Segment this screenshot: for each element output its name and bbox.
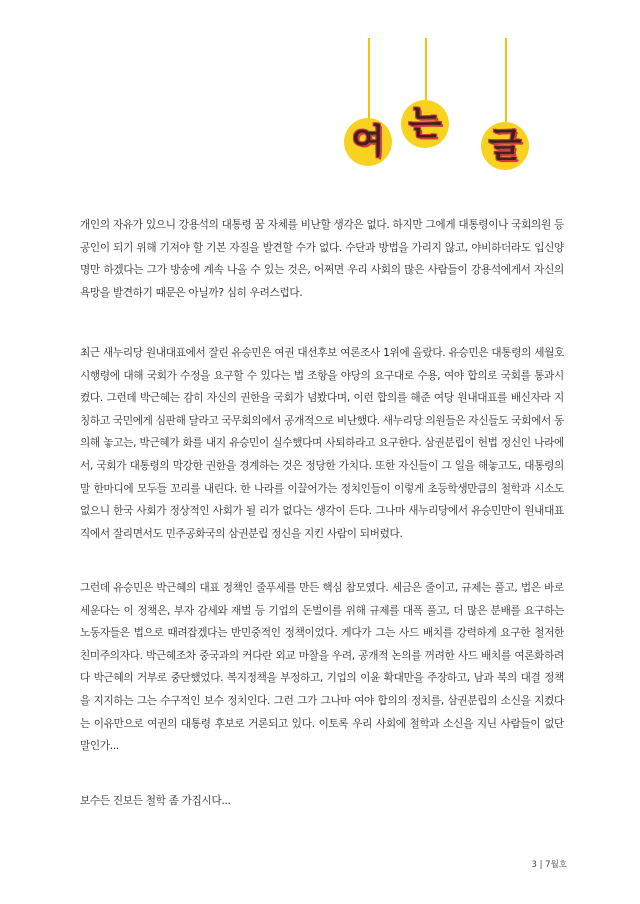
ornament-yeo <box>344 118 392 166</box>
body-paragraph-4: 보수든 진보든 철학 좀 가집시다... <box>80 795 231 807</box>
hanging-string-1 <box>368 38 370 120</box>
hanging-string-2 <box>425 38 427 100</box>
ornament-char-yeo: 여 <box>351 122 385 162</box>
body-paragraph-1: 개인의 자유가 있으니 강용석의 대통령 꿈 자체를 비난할 생각은 없다. 하지만 그에게 대통령이나 국회의원 등 공인이 되기 위해 기져야 할 기본 자질을 발견할 수가 없다. 수단과 방법을 가리지 않고, 야비하더라도 입신양명만 하겠다는 그가 방송에 계속 나올 수 있는 것은, 어쩌면 우리 사회의 많은 사람들이 강용석에게서 자신의 욕망을 발견하기 때문은 아닐까? 심히 우려스럽다. <box>80 219 564 299</box>
page-footer: 3 | 7월호 <box>531 860 567 870</box>
ornament-char-neun: 는 <box>408 104 442 144</box>
ornament-neun <box>401 100 449 148</box>
ornament-geul <box>481 122 529 170</box>
body-paragraph-2: 최근 새누리당 원내대표에서 잘린 유승민은 여권 대선후보 여론조사 1위에 올랐다. 유승민은 대통령의 세월호 시행령에 대해 국회가 수정을 요구할 수 있다는 법 조항을 야당의 요구대로 수용, 여야 합의로 국회를 통과시켰다. 그런데 박근혜는 감히 자신의 권한을 국회가 넘봤다며, 이런 합의를 해준 여당 원내대표를 배신자라 지칭하고 국민에게 심판해 달라고 국무회의에서 공개적으로 비난했다. 새누리당 의원들은 자신들도 국회에서 동의해 놓고는, 박근혜가 화를 내지 유승민이 실수했다며 사퇴하라고 요구한다. 삼권분립이 헌법 정신인 나라에서, 국회가 대통령의 막강한 권한을 경계하는 것은 정당한 가치다. 또한 자신들이 그 일을 해놓고도, 대통령의 말 한마디에 모두들 꼬리를 내린다. 한 나라를 이끌어가는 정치인들이 이렇게 초등학생만큼의 철학과 시소도 없으니 한국 사회가 정상적인 사회가 될 리가 없다는 생각이 든다. 그나마 새누리당에서 유승민만이 원내대표직에서 잘리면서도 민주공화국의 삼권분립 정신을 지킨 사람이 되버렸다. <box>80 347 564 540</box>
body-paragraph-3: 그런데 유승민은 박근혜의 대표 정책인 줄푸세를 만든 핵심 참모였다. 세금은 줄이고, 규제는 풀고, 법은 바로 세운다는 이 정책은, 부자 감세와 재벌 등 기업의 돈벌이를 위해 규제를 대폭 풀고, 더 많은 분배를 요구하는 노동자들은 법으로 때려잡겠다는 반민중적인 정책이었다. 게다가 그는 사드 배치를 강력하게 요구한 철저한 친미주의자다. 박근혜조차 중국과의 커다란 외교 마찰을 우려, 공개적 논의를 꺼려한 사드 배치를 여론화하려다 박근혜의 거부로 중단했었다. 복지정책을 부정하고, 기업의 이윤 확대만을 주장하고, 남과 북의 대결 정책을 지지하는 그는 수구적인 보수 정치인다. 그런 그가 그나마 여야 합의의 정치를, 삼권분립의 소신을 지켰다는 이유만으로 여권의 대통령 후보로 거론되고 있다. 이토록 우리 사회에 철학과 소신을 지닌 사람들이 없단 말인가... <box>80 582 564 753</box>
hanging-string-3 <box>505 38 507 124</box>
ornament-char-geul: 글 <box>488 126 522 166</box>
